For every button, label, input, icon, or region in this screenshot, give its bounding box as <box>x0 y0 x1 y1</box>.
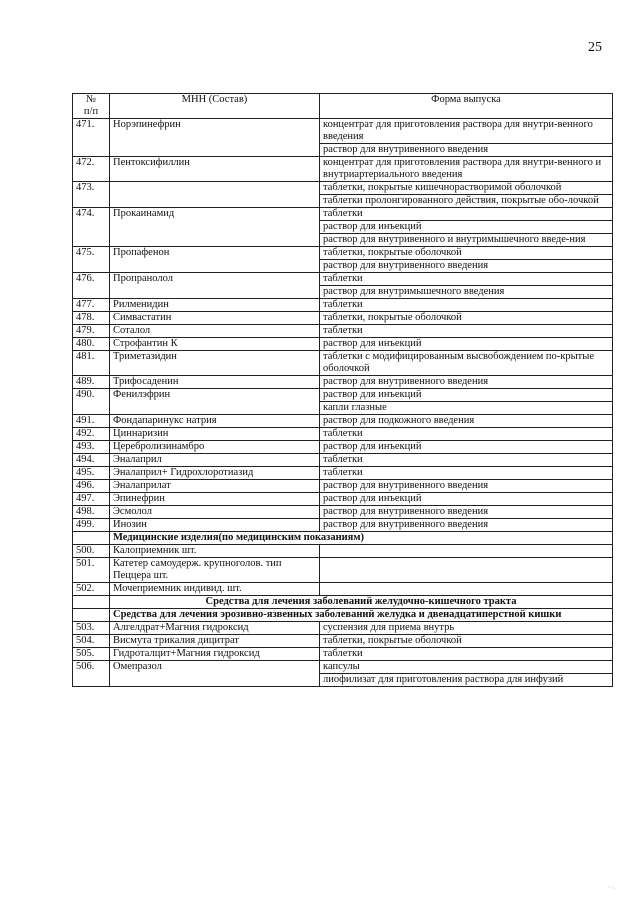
release-form: раствор для внутривенного введения <box>323 519 489 530</box>
drug-name: Фондапаринукс натрия <box>110 415 320 428</box>
release-form-cell <box>320 519 613 532</box>
row-number: 506. <box>73 661 110 687</box>
release-form-cell <box>320 583 613 596</box>
drug-table <box>72 93 613 687</box>
table-row <box>73 351 613 376</box>
drug-name: Эналаприл+ Гидрохлоротиазид <box>110 467 320 480</box>
release-form: раствор для внутривенного введения <box>323 260 489 271</box>
row-number: 499. <box>73 519 110 532</box>
drug-name: Циннаризин <box>110 428 320 441</box>
section-title-gi: Средства для лечения заболеваний желудочно-кишечного тракта <box>110 596 613 609</box>
release-form: раствор для подкожного введения <box>323 415 475 426</box>
release-form <box>320 558 612 570</box>
drug-name: Пентоксифиллин <box>110 157 320 182</box>
section-medical-devices <box>73 532 613 545</box>
table-row <box>73 480 613 493</box>
table-row <box>73 661 613 687</box>
row-number: 501. <box>73 558 110 583</box>
header-num: № п/п <box>73 94 110 119</box>
table-row <box>73 545 613 558</box>
drug-name: Мочеприемник индивид. шт. <box>110 583 320 596</box>
release-form-cell <box>320 480 613 493</box>
table-row <box>73 157 613 182</box>
drug-name: Алгелдрат+Магния гидроксид <box>110 622 320 635</box>
release-form-cell <box>320 389 613 415</box>
release-form: таблетки, покрытые кишечнорастворимой оболочкой <box>320 182 612 195</box>
release-form: раствор для внутривенного введения <box>323 480 489 491</box>
row-number: 502. <box>73 583 110 596</box>
release-form: раствор для внутривенного и внутримышечного введе-ния <box>323 234 586 245</box>
row-number: 478. <box>73 312 110 325</box>
release-form-cell <box>320 351 613 376</box>
release-form: раствор для внутривенного введения <box>323 506 489 517</box>
row-number: 498. <box>73 506 110 519</box>
drug-name: Эналаприлат <box>110 480 320 493</box>
row-number: 500. <box>73 545 110 558</box>
table-row <box>73 338 613 351</box>
drug-name: Пропафенон <box>110 247 320 273</box>
table-row <box>73 519 613 532</box>
release-form-cell <box>320 299 613 312</box>
table-row <box>73 558 613 583</box>
release-form-cell <box>320 648 613 661</box>
row-number: 490. <box>73 389 110 415</box>
table-row <box>73 182 613 208</box>
release-form-cell <box>320 622 613 635</box>
table-body-gi <box>73 622 613 687</box>
header-name: МНН (Состав) <box>110 94 320 119</box>
drug-name: Эсмолол <box>110 506 320 519</box>
drug-name: Калоприемник шт. <box>110 545 320 558</box>
row-number: 491. <box>73 415 110 428</box>
release-form-cell <box>320 325 613 338</box>
table-row <box>73 635 613 648</box>
release-form-cell <box>320 273 613 299</box>
table-row <box>73 299 613 312</box>
drug-name: Катетер самоудерж. крупноголов. тип Пеццера шт. <box>110 558 320 583</box>
drug-name: Висмута трикалия дицитрат <box>110 635 320 648</box>
scan-mark: · ·. <box>608 885 615 891</box>
release-form <box>320 545 612 557</box>
section-title-med: Медицинские изделия(по медицинским показаниям) <box>110 532 613 545</box>
table-row <box>73 428 613 441</box>
row-number: 480. <box>73 338 110 351</box>
release-form: таблетки <box>323 467 363 478</box>
table-row <box>73 454 613 467</box>
table-body-cardio <box>73 119 613 532</box>
page-number: 25 <box>588 40 602 55</box>
drug-name: Соталол <box>110 325 320 338</box>
release-form: таблетки <box>323 454 363 465</box>
release-form: концентрат для приготовления раствора для внутри-венного и внутриартериального введения <box>323 157 602 180</box>
drug-name: Рилменидин <box>110 299 320 312</box>
drug-name <box>110 182 320 208</box>
table-row <box>73 648 613 661</box>
release-form-cell <box>320 376 613 389</box>
release-form: таблетки пролонгированного действия, покрытые обо-лочкой <box>323 195 599 206</box>
row-number: 495. <box>73 467 110 480</box>
release-form-cell <box>320 338 613 351</box>
row-number: 474. <box>73 208 110 247</box>
row-number: 493. <box>73 441 110 454</box>
drug-name: Строфантин К <box>110 338 320 351</box>
release-form: раствор для инъекций <box>320 389 612 402</box>
row-number: 505. <box>73 648 110 661</box>
drug-name: Пропранолол <box>110 273 320 299</box>
drug-name: Норэпинефрин <box>110 119 320 157</box>
drug-name: Омепразол <box>110 661 320 687</box>
row-number: 503. <box>73 622 110 635</box>
drug-name: Прокаинамид <box>110 208 320 247</box>
row-number: 504. <box>73 635 110 648</box>
release-form: таблетки <box>323 648 363 659</box>
row-number: 481. <box>73 351 110 376</box>
section-gi <box>73 596 613 622</box>
table-row <box>73 208 613 247</box>
table-row <box>73 325 613 338</box>
release-form-cell <box>320 467 613 480</box>
table-header-row <box>73 94 613 119</box>
release-form-cell <box>320 415 613 428</box>
release-form: таблетки, покрытые оболочкой <box>320 247 612 260</box>
release-form-cell <box>320 182 613 208</box>
release-form: капсулы <box>320 661 612 674</box>
drug-name: Фенилэфрин <box>110 389 320 415</box>
release-form: таблетки, покрытые оболочкой <box>323 312 462 323</box>
release-form: суспензия для приема внутрь <box>323 622 455 633</box>
row-number: 472. <box>73 157 110 182</box>
release-form: таблетки <box>323 428 363 439</box>
release-form: концентрат для приготовления раствора для внутри-венного введения <box>320 119 612 144</box>
release-form: таблетки, покрытые оболочкой <box>323 635 462 646</box>
drug-name: Эналаприл <box>110 454 320 467</box>
release-form: раствор для внутривенного введения <box>323 376 489 387</box>
release-form: таблетки <box>323 299 363 310</box>
table-row <box>73 247 613 273</box>
drug-name: Трифосаденин <box>110 376 320 389</box>
release-form: таблетки <box>320 208 612 221</box>
table-row <box>73 312 613 325</box>
row-number: 471. <box>73 119 110 157</box>
release-form-cell <box>320 493 613 506</box>
row-number: 492. <box>73 428 110 441</box>
row-number: 494. <box>73 454 110 467</box>
release-form: таблетки с модифицированным высвобождением по-крытые оболочкой <box>323 351 594 374</box>
release-form: раствор для инъекций <box>323 493 422 504</box>
release-form-cell <box>320 157 613 182</box>
drug-name: Инозин <box>110 519 320 532</box>
release-form-cell <box>320 119 613 157</box>
table-row <box>73 467 613 480</box>
release-form: раствор для инъекций <box>320 221 612 234</box>
drug-name: Триметазидин <box>110 351 320 376</box>
subsection-title-gi: Средства для лечения эрозивно-язвенных заболеваний желудка и двенадцатиперстной кишки <box>110 609 613 622</box>
row-number: 477. <box>73 299 110 312</box>
release-form: раствор для инъекций <box>323 441 422 452</box>
release-form: лиофилизат для приготовления раствора для инфузий <box>323 674 564 685</box>
release-form-cell <box>320 661 613 687</box>
drug-name: Симвастатин <box>110 312 320 325</box>
release-form: раствор для инъекций <box>323 338 422 349</box>
table-row <box>73 376 613 389</box>
row-number: 473. <box>73 182 110 208</box>
table-row <box>73 506 613 519</box>
table-body-devices <box>73 545 613 596</box>
release-form-cell <box>320 441 613 454</box>
release-form-cell <box>320 635 613 648</box>
table-row <box>73 583 613 596</box>
row-number: 476. <box>73 273 110 299</box>
drug-name: Эпинефрин <box>110 493 320 506</box>
release-form-cell <box>320 506 613 519</box>
row-number: 489. <box>73 376 110 389</box>
row-number: 496. <box>73 480 110 493</box>
row-number: 497. <box>73 493 110 506</box>
table-row <box>73 441 613 454</box>
release-form: раствор для внутримышечного введения <box>323 286 505 297</box>
table-row <box>73 273 613 299</box>
table-row <box>73 493 613 506</box>
drug-name: Церебролизинамбро <box>110 441 320 454</box>
row-number: 479. <box>73 325 110 338</box>
release-form-cell <box>320 312 613 325</box>
release-form: капли глазные <box>323 402 387 413</box>
release-form-cell <box>320 208 613 247</box>
release-form: таблетки <box>320 273 612 286</box>
table-row <box>73 389 613 415</box>
release-form: раствор для внутривенного введения <box>323 144 489 155</box>
release-form-cell <box>320 428 613 441</box>
table-row <box>73 622 613 635</box>
release-form-cell <box>320 454 613 467</box>
row-number: 475. <box>73 247 110 273</box>
release-form-cell <box>320 558 613 583</box>
release-form-cell <box>320 545 613 558</box>
drug-name: Гидроталцит+Магния гидроксид <box>110 648 320 661</box>
release-form-cell <box>320 247 613 273</box>
table-row <box>73 415 613 428</box>
header-form: Форма выпуска <box>320 94 613 119</box>
table-row <box>73 119 613 157</box>
release-form: таблетки <box>323 325 363 336</box>
release-form <box>320 583 612 595</box>
